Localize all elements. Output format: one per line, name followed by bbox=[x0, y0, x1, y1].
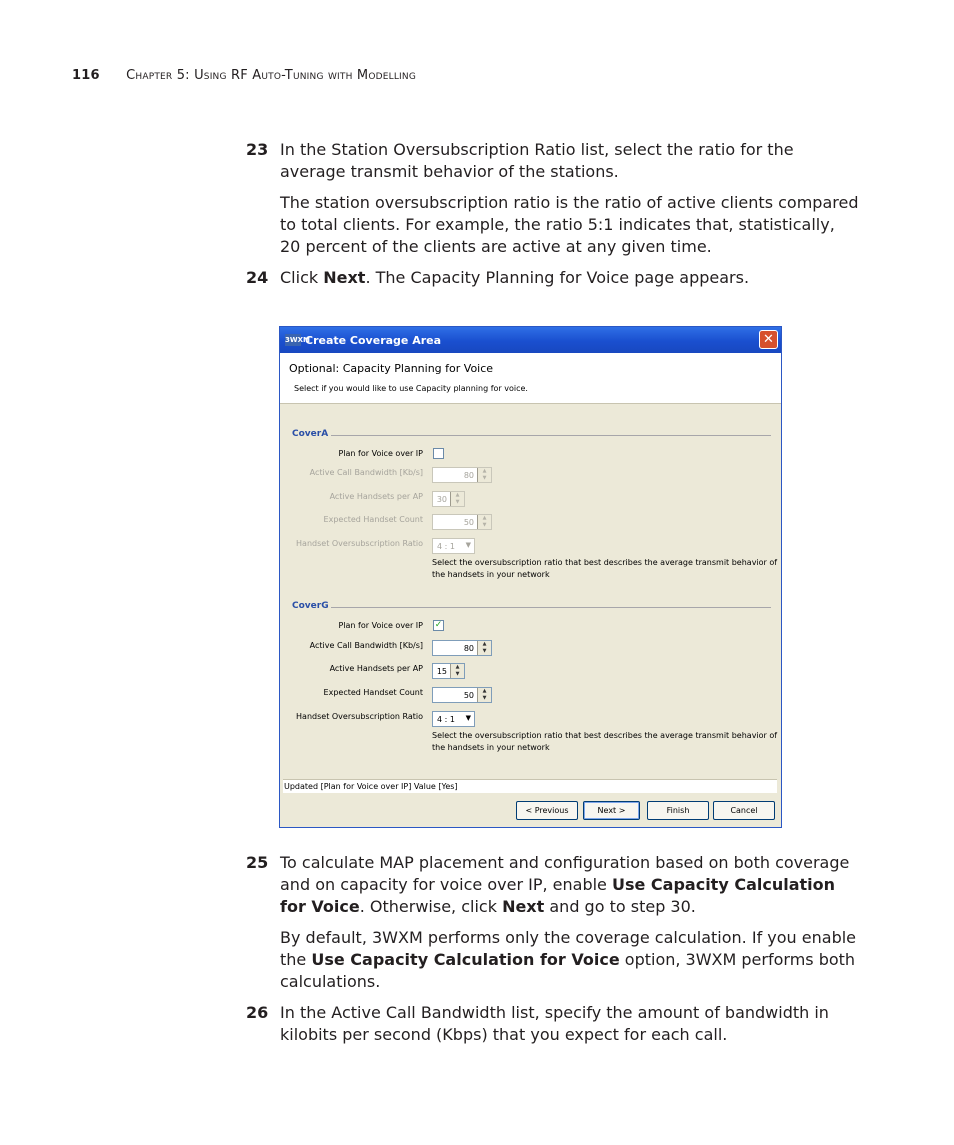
expected-count-spinner-coverg[interactable] bbox=[432, 687, 492, 703]
handsets-spinner-coverg[interactable] bbox=[432, 663, 465, 679]
page-number: 116 bbox=[72, 68, 100, 83]
bandwidth-spinner-coverg[interactable] bbox=[432, 640, 492, 656]
app-icon: 3WXM bbox=[285, 336, 310, 344]
plan-voice-label: Plan for Voice over IP bbox=[338, 621, 423, 630]
spinner-down-icon[interactable]: ▼ bbox=[455, 499, 460, 505]
expected-count-label: Expected Handset Count bbox=[323, 688, 423, 697]
expected-count-value: 50 bbox=[463, 691, 474, 700]
step-25 bbox=[246, 852, 856, 918]
step-number: 26 bbox=[246, 1003, 269, 1022]
spinner-arrows[interactable] bbox=[477, 688, 491, 702]
ratio-description: Select the oversubscription ratio that best describes the average transmit behavior of the handsets in your network bbox=[432, 558, 778, 579]
spinner-down-icon[interactable]: ▼ bbox=[482, 475, 487, 481]
banner-subtitle: Select if you would like to use Capacity planning for voice. bbox=[294, 384, 528, 393]
chevron-down-icon[interactable]: ▼ bbox=[465, 541, 471, 549]
ratio-label: Handset Oversubscription Ratio bbox=[296, 539, 423, 548]
ratio-value: 4 : 1 bbox=[437, 715, 455, 724]
spinner-arrows[interactable] bbox=[477, 641, 491, 655]
step-text: In the Station Oversubscription Ratio list, select the ratio for the average transmit behavior of the stations. bbox=[280, 140, 794, 181]
ratio-description: Select the oversubscription ratio that best describes the average transmit behavior of the handsets in your network bbox=[432, 731, 778, 752]
dialog-title: Create Coverage Area bbox=[305, 333, 442, 347]
step-25-paragraph: By default, 3WXM performs only the coverage calculation. If you enable the Use Capacity Calculation for Voice option, 3WXM performs both calculations. bbox=[280, 928, 857, 991]
bandwidth-spinner-covera[interactable] bbox=[432, 467, 492, 483]
spinner-arrows[interactable] bbox=[477, 515, 491, 529]
step-26 bbox=[246, 1002, 856, 1046]
spinner-up-icon[interactable]: ▲ bbox=[455, 664, 460, 670]
handsets-value: 30 bbox=[436, 495, 447, 504]
plan-voice-checkbox-coverg[interactable]: ✓ bbox=[434, 620, 443, 630]
ratio-label: Handset Oversubscription Ratio bbox=[296, 712, 423, 721]
spinner-arrows[interactable] bbox=[450, 664, 464, 678]
chevron-down-icon[interactable]: ▼ bbox=[465, 714, 471, 722]
expected-count-value: 50 bbox=[463, 518, 474, 527]
dialog-content bbox=[283, 405, 777, 779]
spinner-up-icon[interactable]: ▲ bbox=[482, 515, 487, 521]
section-divider bbox=[331, 607, 771, 608]
handsets-value: 15 bbox=[436, 667, 447, 676]
section-title-coverg: CoverG bbox=[292, 601, 329, 611]
page-header bbox=[72, 68, 416, 83]
handsets-label: Active Handsets per AP bbox=[329, 664, 423, 673]
previous-button[interactable]: < Previous bbox=[516, 801, 578, 820]
step-text: Click Next. The Capacity Planning for Voice page appears. bbox=[280, 268, 750, 287]
step-23-paragraph: The station oversubscription ratio is the ratio of active clients compared to total clients. For example, the ratio 5:1 indicates that, statistically, 20 percent of the clients are active at any given time. bbox=[280, 193, 859, 256]
spinner-up-icon[interactable]: ▲ bbox=[482, 641, 487, 647]
step-24 bbox=[246, 267, 856, 289]
step-number: 23 bbox=[246, 140, 269, 159]
bandwidth-label: Active Call Bandwidth [Kb/s] bbox=[309, 641, 423, 650]
dialog-banner bbox=[280, 353, 781, 404]
finish-button[interactable]: Finish bbox=[647, 801, 709, 820]
next-button[interactable]: Next > bbox=[583, 801, 640, 820]
section-title-covera: CoverA bbox=[292, 429, 329, 439]
ratio-dropdown-coverg[interactable] bbox=[432, 711, 475, 727]
bandwidth-value: 80 bbox=[463, 644, 474, 653]
step-number: 25 bbox=[246, 853, 269, 872]
spinner-down-icon[interactable]: ▼ bbox=[482, 522, 487, 528]
spinner-arrows[interactable] bbox=[450, 492, 464, 506]
status-bar: Updated [Plan for Voice over IP] Value [Yes] bbox=[283, 779, 777, 793]
close-icon[interactable]: ✕ bbox=[759, 330, 778, 349]
expected-count-label: Expected Handset Count bbox=[323, 515, 423, 524]
cancel-button[interactable]: Cancel bbox=[713, 801, 775, 820]
spinner-down-icon[interactable]: ▼ bbox=[482, 648, 487, 654]
handsets-label: Active Handsets per AP bbox=[329, 492, 423, 501]
step-text: To calculate MAP placement and configuration based on both coverage and on capacity for voice over IP, enable Use Capacity Calculation for Voice. Otherwise, click Next and go to step 30. bbox=[280, 853, 850, 916]
button-row bbox=[280, 797, 781, 825]
plan-voice-checkbox-covera[interactable] bbox=[433, 448, 444, 459]
spinner-up-icon[interactable]: ▲ bbox=[455, 492, 460, 498]
spinner-up-icon[interactable]: ▲ bbox=[482, 468, 487, 474]
spinner-up-icon[interactable]: ▲ bbox=[482, 688, 487, 694]
expected-count-spinner-covera[interactable] bbox=[432, 514, 492, 530]
banner-title: Optional: Capacity Planning for Voice bbox=[289, 362, 494, 375]
spinner-arrows[interactable] bbox=[477, 468, 491, 482]
create-coverage-area-dialog bbox=[279, 326, 782, 828]
chapter-title: Chapter 5: Using RF Auto-Tuning with Modelling bbox=[126, 68, 417, 83]
dialog-titlebar bbox=[280, 327, 781, 353]
step-number: 24 bbox=[246, 268, 269, 287]
step-23 bbox=[246, 139, 856, 183]
bandwidth-label: Active Call Bandwidth [Kb/s] bbox=[309, 468, 423, 477]
handsets-spinner-covera[interactable] bbox=[432, 491, 465, 507]
bandwidth-value: 80 bbox=[463, 471, 474, 480]
ratio-value: 4 : 1 bbox=[437, 542, 455, 551]
ratio-dropdown-covera[interactable] bbox=[432, 538, 475, 554]
spinner-down-icon[interactable]: ▼ bbox=[482, 695, 487, 701]
step-text: In the Active Call Bandwidth list, specify the amount of bandwidth in kilobits per second (Kbps) that you expect for each call. bbox=[280, 1003, 829, 1044]
section-divider bbox=[331, 435, 771, 436]
plan-voice-label: Plan for Voice over IP bbox=[338, 449, 423, 458]
spinner-down-icon[interactable]: ▼ bbox=[455, 671, 460, 677]
